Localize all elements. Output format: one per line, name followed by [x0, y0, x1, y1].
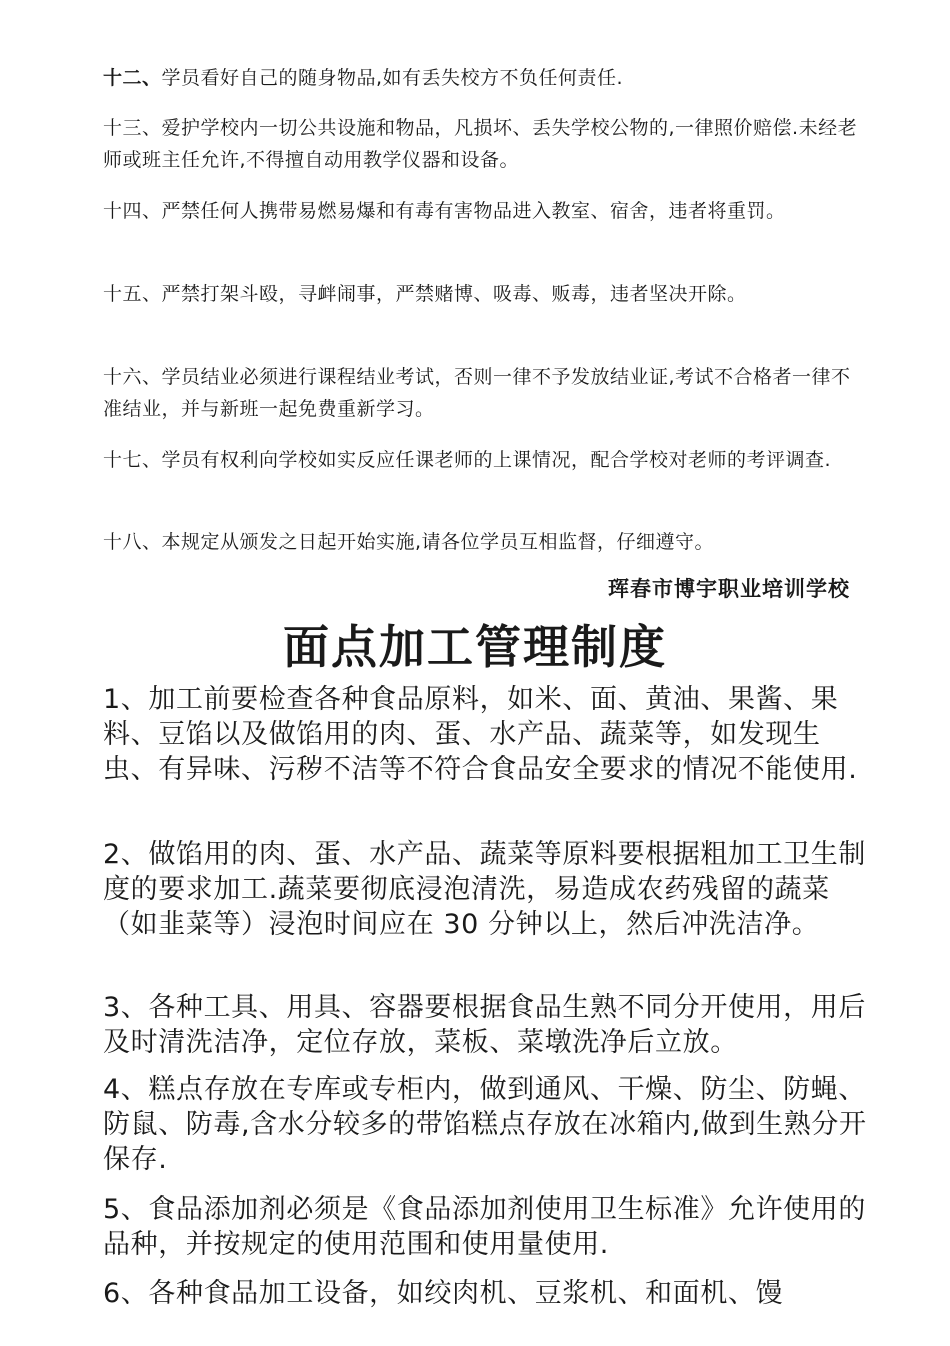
item-3: 3、各种工具、用具、容器要根据食品生熟不同分开使用，用后及时清洗洁净，定位存放，菜板、菜墩洗净后立放。: [103, 992, 866, 1058]
school-signature: 珲春市博宇职业培训学校: [608, 577, 850, 601]
rule-17: 十七、学员有权利向学校如实反应任课老师的上课情况，配合学校对老师的考评调查.: [103, 449, 832, 471]
item-6: 6、各种食品加工设备，如绞肉机、豆浆机、和面机、馒: [103, 1278, 784, 1309]
page-title: 面点加工管理制度: [283, 620, 667, 674]
item-2: 2、做馅用的肉、蛋、水产品、蔬菜等原料要根据粗加工卫生制度的要求加工.蔬菜要彻底浸泡清洗，易造成农药残留的蔬菜（如韭菜等）浸泡时间应在 30 分钟以上，然后冲洗洁净。: [103, 839, 866, 940]
item-1: 1、加工前要检查各种食品原料，如米、面、黄油、果酱、果料、豆馅以及做馅用的肉、蛋、水产品、蔬菜等，如发现生虫、有异味、污秽不洁等不符合食品安全要求的情况不能使用.: [103, 684, 858, 785]
rule-14: 十四、严禁任何人携带易燃易爆和有毒有害物品进入教室、宿舍，违者将重罚。: [103, 200, 786, 222]
item-5: 5、食品添加剂必须是《食品添加剂使用卫生标准》允许使用的品种，并按规定的使用范围和使用量使用.: [103, 1194, 866, 1260]
rule-15: 十五、严禁打架斗殴，寻衅闹事，严禁赌博、吸毒、贩毒，违者坚决开除。: [103, 283, 747, 305]
item-4: 4、糕点存放在专库或专柜内，做到通风、干燥、防尘、防蝇、防鼠、防毒,含水分较多的带馅糕点存放在冰箱内,做到生熟分开保存.: [103, 1074, 867, 1175]
rule-18: 十八、本规定从颁发之日起开始实施,请各位学员互相监督，仔细遵守。: [103, 531, 715, 553]
rule-16: 十六、学员结业必须进行课程结业考试，否则一律不予发放结业证,考试不合格者一律不准结业，并与新班一起免费重新学习。: [103, 366, 851, 420]
rule-13: 十三、爱护学校内一切公共设施和物品，凡损坏、丢失学校公物的,一律照价赔偿.未经老师或班主任允许,不得擅自动用教学仪器和设备。: [103, 117, 858, 171]
rule-12-number: 十二、: [103, 67, 162, 89]
rule-12: [103, 62, 863, 94]
rule-12-text: 学员看好自己的随身物品,如有丢失校方不负任何责任.: [161, 67, 624, 89]
